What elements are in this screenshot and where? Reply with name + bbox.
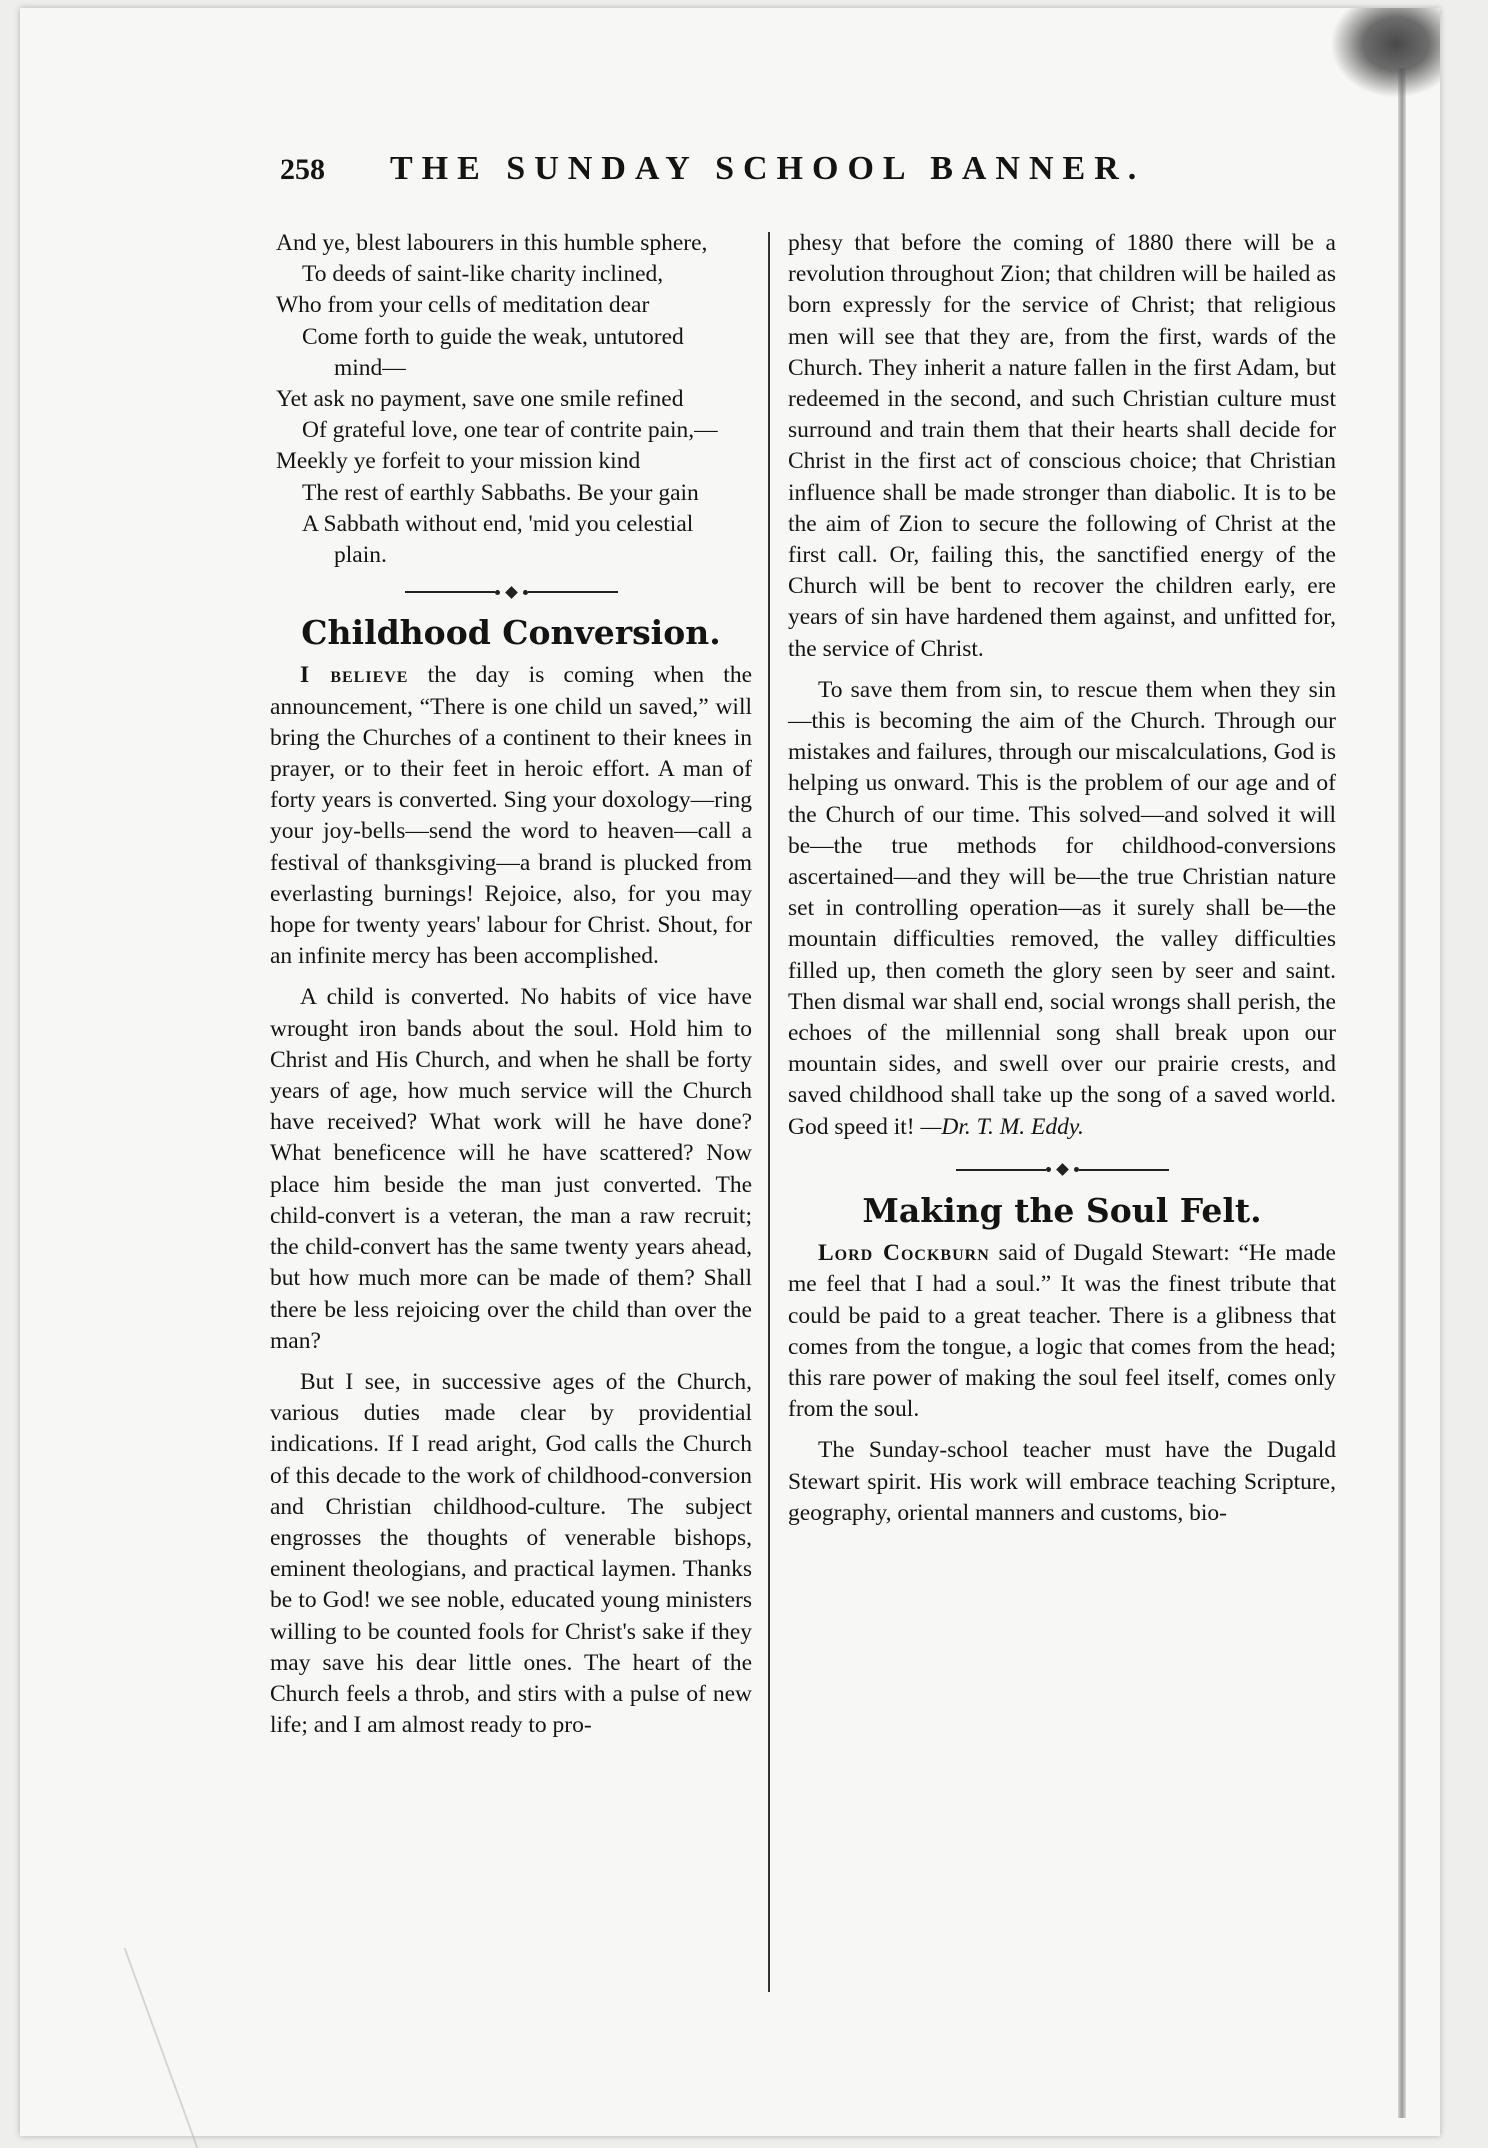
byline: —Dr. T. M. Eddy. <box>920 1113 1084 1140</box>
poem-line: Of grateful love, one tear of contrite pain,— <box>302 417 718 444</box>
article-paragraph: A child is converted. No habits of vice have wrought iron bands about the soul. Hold him to Christ and His Church, and when he shall be forty years of age, how much service will the Church have received? What work will he have done? What beneficence will he have scattered? Now place him beside the man just converted. The child-convert is a veteran, the man a raw recruit; the child-convert has the same twenty years ahead, but how much more can be made of them? Shall there be less rejoicing over the child than over the man? <box>270 984 752 1354</box>
poem-line: Come forth to guide the weak, untutored <box>302 323 684 350</box>
poem-line: And ye, blest labourers in this humble sphere, <box>276 230 708 256</box>
page-edge <box>1398 68 1406 2118</box>
paragraph-text: To save them from sin, to rescue them when they sin—this is becoming the aim of the Church. Through our mistakes and failures, through our miscalculations, God is helping us onward. This is the problem of our age and of the Church of our time. This solved—and solved it will be—the true methods for childhood-conversions ascertained—and they will be—the true Christian nature set in controlling operation—as it surely shall be—the mountain difficulties removed, the valley difficulties filled up, then cometh the glory seen by seer and saint. Then dismal war shall end, social wrongs shall perish, the echoes of the millennial song shall break upon our mountain sides, and swell over our prairie crests, and saved childhood shall take up the song of a saved world. God speed it! <box>788 676 1336 1140</box>
page-number: 258 <box>280 153 325 186</box>
lead-in-smallcaps: I believe <box>300 662 409 689</box>
poem-line: plain. <box>334 542 387 569</box>
paper-fold <box>124 1948 359 2148</box>
ornament-divider <box>270 585 752 599</box>
torn-corner <box>1330 8 1440 98</box>
poem-line: Who from your cells of meditation dear <box>276 292 650 319</box>
poem-line: To deeds of saint-like charity inclined, <box>302 261 664 288</box>
right-column <box>788 228 1336 1529</box>
poem-line: Meekly ye forfeit to your mission kind <box>276 448 641 475</box>
article-paragraph <box>270 660 752 972</box>
article-paragraph <box>788 675 1336 1143</box>
article-paragraph: The Sunday-school teacher must have the Dugald Stewart spirit. His work will embrace teaching Scripture, geography, oriental manners and customs, bio- <box>788 1437 1336 1526</box>
article-title-childhood-conversion: Childhood Conversion. <box>301 613 721 653</box>
paragraph-text: said of Dugald Stewart: “He made me feel that I had a soul.” It was the finest tribute that could be paid to a great teacher. There is a glibness that comes from the tongue, a logic that comes from the head; this rare power of making the soul feel itself, comes only from the soul. <box>788 1240 1336 1423</box>
article-paragraph: phesy that before the coming of 1880 there will be a revolution throughout Zion; that children will be hailed as born expressly for the service of Christ; that religious men will see that they are, from the first, wards of the Church. They inherit a nature fallen in the first Adam, but redeemed in the second, and such Christian culture must surround and train them that their hearts shall decide for Christ in the first act of conscious choice; that Christian influence shall be made stronger than diabolic. It is to be the aim of Zion to secure the following of Christ at the first call. Or, failing this, the sanctified energy of the Church will be bent to recover the children early, ere years of sin have hardened them against, and unfitted for, the service of Christ. <box>788 230 1336 662</box>
running-title: THE SUNDAY SCHOOL BANNER. <box>390 150 1146 187</box>
poem-line: mind— <box>334 354 406 381</box>
poem-line: Yet ask no payment, save one smile refined <box>276 386 684 413</box>
lead-in-smallcaps: Lord Cockburn <box>818 1240 990 1267</box>
poem-line: The rest of earthly Sabbaths. Be your gain <box>302 479 699 506</box>
ornament-divider <box>788 1163 1336 1177</box>
column-rule <box>768 232 770 1992</box>
article-paragraph: But I see, in successive ages of the Church, various duties made clear by providential indications. If I read aright, God calls the Church of this decade to the work of childhood-conversion and Christian childhood-culture. The subject engrosses the thoughts of venerable bishops, eminent theologians, and practical laymen. Thanks be to God! we see noble, educated young ministers willing to be counted fools for Christ's sake if they may save his dear little ones. The heart of the Church feels a throb, and stirs with a pulse of new life; and I am almost ready to pro- <box>270 1368 752 1739</box>
article-paragraph <box>788 1238 1336 1425</box>
paragraph-text: the day is coming when the announcement, “There is one child un saved,” will bring the Churches of a continent to their knees in prayer, or to their feet in heroic effort. A man of forty years is converted. Sing your doxology—ring your joy-bells—send the word to heaven—call a festival of thanksgiving—a brand is plucked from everlasting burnings! Rejoice, also, for you may hope for twenty years' labour for Christ. Shout, for an infinite mercy has been accomplished. <box>270 662 753 970</box>
page-header <box>280 150 1320 210</box>
poem-line: A Sabbath without end, 'mid you celestial <box>302 510 694 537</box>
article-title-making-the-soul-felt: Making the Soul Felt. <box>862 1190 1262 1230</box>
left-column <box>270 228 752 1741</box>
poem <box>276 228 752 571</box>
